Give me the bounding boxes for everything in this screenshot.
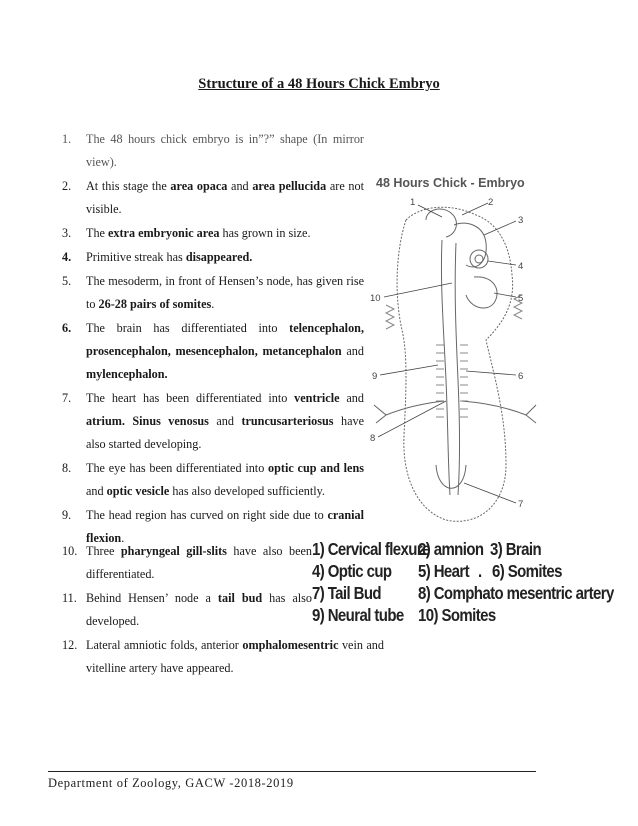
list-item-text: and [341, 344, 364, 358]
chick-embryo-figure [366, 165, 544, 535]
list-item-number: 8. [62, 461, 72, 475]
legend-item: 1) Cervical flexure [312, 540, 430, 560]
legend-item: 4) Optic cup [312, 562, 392, 582]
list-item [62, 246, 364, 269]
list-item-number: 5. [62, 274, 72, 288]
list-item-text: Primitive streak has [86, 250, 186, 264]
brain-region [426, 209, 486, 267]
fig-label-1: 1 [410, 197, 416, 208]
list-item-number: 1. [62, 132, 72, 146]
list-item-text: has grown in size. [219, 226, 311, 240]
list-item-text: The brain has differentiated into [86, 321, 290, 335]
fig-label-8: 8 [370, 433, 376, 444]
list-item-text: The head region has curved on right side due to [86, 508, 328, 522]
legend-item: . [478, 562, 482, 582]
list-item [62, 222, 364, 245]
fig-label-7: 7 [518, 499, 524, 510]
bold-term: optic cup and lens [268, 461, 364, 475]
list-item-text: Lateral amniotic folds, anterior [86, 638, 243, 652]
footer-text: Department of Zoology, GACW -2018-2019 [48, 776, 294, 790]
fig-label-3: 3 [518, 215, 524, 226]
footer-divider [48, 771, 536, 772]
fig-label-10: 10 [370, 293, 381, 304]
bold-term: pharyngeal gill-slits [120, 544, 227, 558]
points-list [62, 128, 364, 551]
bold-term: area pellucida [252, 179, 327, 193]
list-item-text: . [121, 531, 125, 545]
figure-legend [310, 536, 614, 636]
list-item-text: and [339, 391, 364, 405]
legend-item: 10) Somites [418, 606, 496, 626]
bold-term: area opaca [170, 179, 228, 193]
bold-term: truncusarteriosus [241, 414, 334, 428]
bold-term: telencephalon, prosencephalon, mesencephalon, metancephalon [86, 321, 364, 358]
list-item-text: have also started developing. [86, 414, 364, 451]
neural-tube [441, 240, 459, 495]
list-item-number: 3. [62, 226, 72, 240]
list-item-number: 7. [62, 391, 72, 405]
fringe [386, 295, 522, 329]
list-item-text: The heart has been differentiated into [86, 391, 295, 405]
fig-label-6: 6 [518, 371, 524, 382]
list-item [62, 587, 312, 633]
list-item-number: 12. [62, 638, 78, 652]
legend-item: 9) Neural tube [312, 606, 404, 626]
list-item-number: 2. [62, 179, 72, 193]
list-item [62, 175, 364, 221]
list-item-text: has also developed. [86, 591, 312, 628]
heart [466, 277, 497, 308]
legend-item: 3) Brain [490, 540, 542, 560]
list-item-text: has also developed sufficiently. [169, 484, 325, 498]
somites [436, 345, 468, 417]
list-item [62, 387, 364, 456]
bold-term: 26-28 pairs of somites [98, 297, 212, 311]
vitelline-vessels [374, 401, 536, 423]
list-item [62, 540, 312, 586]
list-item-number: 4. [62, 250, 72, 264]
list-item-number: 6. [62, 321, 72, 335]
list-item-text: and [227, 179, 253, 193]
fig-label-5: 5 [518, 293, 524, 304]
list-item-text: At this stage the [86, 179, 171, 193]
list-item-text: The [86, 226, 108, 240]
list-item-text: have also been differentiated. [86, 544, 313, 581]
list-item [62, 270, 364, 316]
bold-term: ventricle [294, 391, 340, 405]
bold-term: atrium. Sinus venosus [86, 414, 209, 428]
list-item-text: Behind Hensen’ node a [86, 591, 218, 605]
bold-term: mylencephalon. [86, 367, 168, 381]
legend-item: 6) Somites [492, 562, 562, 582]
list-item [62, 128, 364, 174]
page-title: Structure of a 48 Hours Chick Embryo [198, 76, 440, 92]
list-item [62, 634, 384, 680]
list-item-number: 11. [62, 591, 77, 605]
bold-term: omphalomesentric [242, 638, 339, 652]
list-item-text: vein and vitelline artery have appeared. [86, 638, 384, 675]
embryo-outline [397, 207, 513, 521]
list-item-text: and [86, 484, 107, 498]
fig-label-2: 2 [488, 197, 494, 208]
list-item-number: 10. [62, 544, 78, 558]
figure-title: 48 Hours Chick - Embryo [376, 176, 525, 190]
bold-term: tail bud [217, 591, 263, 605]
list-item-text: The mesoderm, in front of Hensen’s node, has given rise to [86, 274, 364, 311]
bold-term: extra embryonic area [108, 226, 220, 240]
legend-item: 2) amnion [418, 540, 484, 560]
list-item-text: The eye has been differentiated into [86, 461, 269, 475]
list-item [62, 317, 364, 386]
list-item-text: Three [86, 544, 121, 558]
legend-item: 8) Comphato mesentric artery [418, 584, 614, 604]
list-item-text: and [208, 414, 242, 428]
list-item-text: . [211, 297, 215, 311]
list-item [62, 457, 364, 503]
bold-term: optic vesicle [106, 484, 170, 498]
bold-term: cranial flexion [86, 508, 364, 545]
list-item-text: The 48 hours chick embryo is in”?” shape (In mirror view). [86, 132, 364, 169]
fig-label-4: 4 [518, 261, 524, 272]
legend-item: 5) Heart [418, 562, 470, 582]
bold-term: disappeared. [185, 250, 253, 264]
list-item-text: are not visible. [86, 179, 364, 216]
legend-item: 7) Tail Bud [312, 584, 381, 604]
fig-label-9: 9 [372, 371, 378, 382]
tail-bud [436, 465, 466, 488]
list-item-number: 9. [62, 508, 72, 522]
